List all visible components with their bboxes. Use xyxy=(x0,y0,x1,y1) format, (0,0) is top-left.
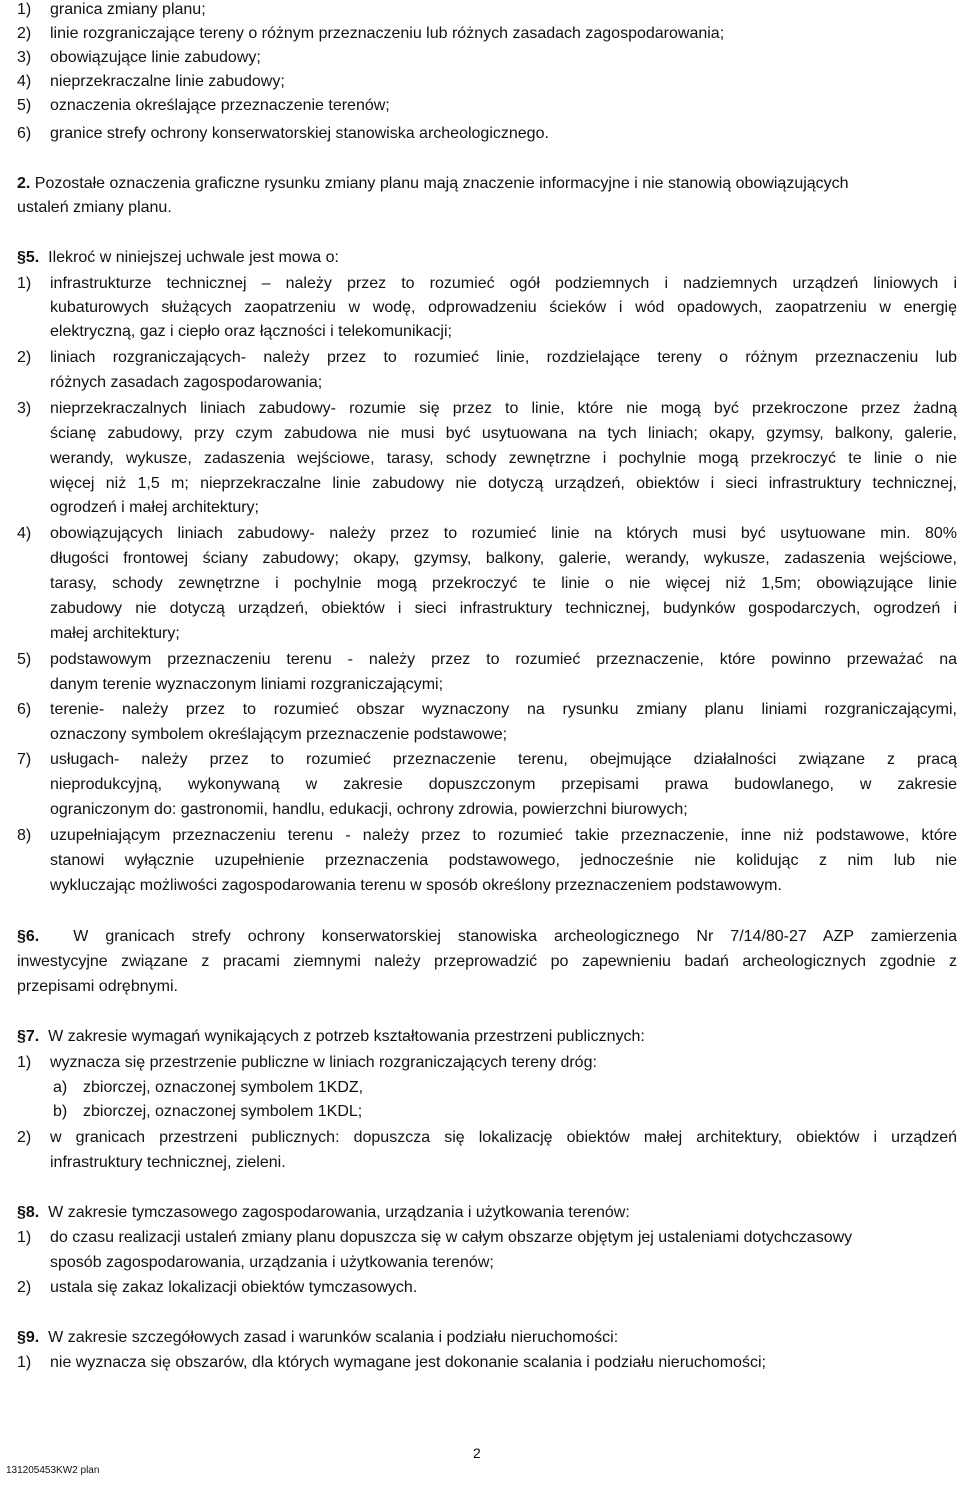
s5-item-line: więcej niż 1,5 m; nieprzekraczalne linie zabudowy nie dotyczą urządzeń, obiektów i sieci infrastruktury technicznej, xyxy=(50,475,957,492)
s7-subitem: b) zbiorczej, oznaczonej symbolem 1KDL; xyxy=(53,1103,363,1120)
paragraph-2-line: 2. Pozostałe oznaczenia graficzne rysunku zmiany planu mają znaczenie informacyjne i nie stanowią obowiązujących xyxy=(17,175,849,192)
s5-item-line: usługach- należy przez to rozumieć przeznaczenie terenu, obejmujące działalności związane z pracą xyxy=(50,751,957,768)
s8-item-line: do czasu realizacji ustaleń zmiany planu dopuszcza się w całym obszarze objętym jej ustaleniami dotychczasowy xyxy=(50,1229,853,1246)
s5-item-line: nieprodukcyjną, wykonywaną w zakresie dopuszczonym przepisami prawa budowlanego, w zakresie xyxy=(50,776,957,793)
s5-item-line: nieprzekraczalnych liniach zabudowy- rozumie się przez to linie, które nie mogą być przekroczone przez żadną xyxy=(50,400,957,417)
document-id: 131205453KW2 plan xyxy=(6,1465,100,1476)
s8-item-line: sposób zagospodarowania, urządzania i użytkowania terenów; xyxy=(50,1254,494,1271)
s5-item-line: obowiązujących liniach zabudowy- należy przez to rozumieć linie na których musi być usytuowane min. 80% xyxy=(50,525,957,542)
s5-item-line: danym terenie wyznaczonym liniami rozgraniczającymi; xyxy=(50,676,444,693)
s7-item-line: w granicach przestrzeni publicznych: dopuszcza się lokalizację obiektów małej architektury, obiektów i urządzeń xyxy=(50,1129,957,1146)
s5-item-line: terenie- należy przez to rozumieć obszar wyznaczony na rysunku zmiany planu liniami rozgraniczającymi, xyxy=(50,701,957,718)
s5-item-line: wykluczając możliwości zagospodarowania terenu w sposób określony przeznaczeniem podstawowym. xyxy=(50,877,782,894)
s5-item-line: długości frontowej ściany zabudowy; okapy, gzymsy, balkony, galerie, werandy, wykusze, zadaszenia wejściowe, xyxy=(50,550,957,567)
section-6-line: przepisami odrębnymi. xyxy=(17,978,178,995)
s5-item-line: ograniczonym do: gastronomii, handlu, edukacji, ochrony zdrowia, powierzchni biurowych; xyxy=(50,801,688,818)
page-number: 2 xyxy=(473,1445,481,1461)
document-page: 1) granica zmiany planu; 2) linie rozgraniczające tereny o różnym przeznaczeniu lub różnych zasadach zagospodarowania; 3) obowiązujące linie zabudowy; 4) nieprzekraczalne linie zabudowy; 5) oznaczenia określające przeznaczenie terenów; 6) granice strefy ochrony konserwatorskiej stanowiska archeologicznego. 2. Pozostałe oznaczenia graficzne rysunku zmiany planu mają znaczenie informacyjne i nie stanowią obowiązujących ustaleń zmiany planu. §5. Ilekroć w niniejszej uchwale jest mowa o: 1) infrastrukturze technicznej – należy przez to rozumieć ogół podziemnych i nadziemnych urządzeń liniowych i kubaturowych służących zaopatrzeniu w wodę, odprowadzeniu ścieków i wód opadowych, zaopatrzeniu w energię elektryczną, gaz i ciepło oraz łączności i telekomunikacji; 2) liniach rozgraniczających- należy przez to rozumieć linie, rozdzielające tereny o różnym przeznaczeniu lub różnych zasadach zagospodarowania; 3) nieprzekraczalnych liniach zabudowy- rozumie się przez to linie, które nie mogą być przekroczone przez żadną ścianę zabudowy, przy czym zabudowa nie musi być usytuowana na tych liniach; okapy, gzymsy, balkony, galerie, werandy, wykusze, zadaszenia wejściowe, tarasy, schody zewnętrzne i pochylnie mogą przekroczyć te linie o nie więcej niż 1,5 m; nieprzekraczalne linie zabudowy nie dotyczą urządzeń, obiektów i sieci infrastruktury technicznej, ogrodzeń i małej architektury; 4) obowiązujących liniach zabudowy- należy przez to rozumieć linie na których musi być usytuowane min. 80% długości frontowej ściany zabudowy; okapy, gzymsy, balkony, galerie, werandy, wykusze, zadaszenia wejściowe, tarasy, schody zewnętrzne i pochylnie mogą przekroczyć te linie o nie więcej niż 1,5m; obowiązujące linie zabudowy nie dotyczą urządzeń, obiektów i sieci infrastruktury technicznej, budynków gospodarczych, ogrodzeń i małej architektury; 5) podstawowym przeznaczeniu terenu - należy przez to rozumieć przeznaczenie, które powinno przeważać na danym terenie wyznaczonym liniami rozgraniczającymi; 6) terenie- należy przez to rozumieć obszar wyznaczony na rysunku zmiany planu liniami rozgraniczającymi, oznaczony symbolem określającym przeznaczenie podstawowe; 7) usługach- należy przez to rozumieć przeznaczenie terenu, obejmujące działalności związane z pracą nieprodukcyjną, wykonywaną w zakresie dopuszczonym przepisami prawa budowlanego, w zakresie ograniczonym do: gastronomii, handlu, edukacji, ochrony zdrowia, powierzchni biurowych; 8) uzupełniającym przeznaczeniu terenu - należy przez to rozumieć takie przeznaczenie, inne niż podstawowe, które stanowi wyłącznie uzupełnienie przeznaczenia podstawowego, jednocześnie nie kolidując z nim lub nie wykluczając możliwości zagospodarowania terenu w sposób określony przeznaczeniem podstawowym. §6. W granicach strefy ochrony konserwatorskiej stanowiska archeologicznego Nr 7/14/80-27 AZP zamierzenia inwestycyjne związane z pracami ziemnymi należy przeprowadzić po zapewnieniu badań archeologicznych zgodnie z przepisami odrębnymi. §7. W zakresie wymagań wynikających z potrzeb kształtowania przestrzeni publicznych: 1) wyznacza się przestrzenie publiczne w liniach rozgraniczających tereny dróg: a) zbiorczej, oznaczonej symbolem 1KDZ, b) zbiorczej, oznaczonej symbolem 1KDL; 2) w granicach przestrzeni publicznych: dopuszcza się lokalizację obiektów małej architektury, obiektów i urządzeń infrastruktury technicznej, zieleni. §8. W zakresie tymczasowego zagospodarowania, urządzania i użytkowania terenów: 1) do czasu realizacji ustaleń zmiany planu dopuszcza się w całym obszarze objętym jej ustaleniami dotychczasowy sposób zagospodarowania, urządzania i użytkowania terenów; 2) ustala się zakaz lokalizacji obiektów tymczasowych. §9. W zakresie szczegółowych zasad i warunków scalania i podziału nieruchomości: 1) nie wyznacza się obszarów, dla których wymagane jest dokonanie scalania i podziału nieruchomości; 2 131205453KW2 plan xyxy=(6,1,957,1476)
section-8-heading: §8. W zakresie tymczasowego zagospodarowania, urządzania i użytkowania terenów: xyxy=(17,1204,630,1221)
s5-item-line: werandy, wykusze, zadaszenia wejściowe, tarasy, schody zewnętrzne i pochylnie mogą przekroczyć te linie o nie xyxy=(50,450,957,467)
s5-item-line: liniach rozgraniczających- należy przez to rozumieć linie, rozdzielające tereny o różnym przeznaczeniu lub xyxy=(50,349,957,366)
s5-item-line: elektryczną, gaz i ciepło oraz łączności i telekomunikacji; xyxy=(50,323,452,340)
s5-item-line: ogrodzeń i małej architektury; xyxy=(50,499,259,516)
s7-item-line: infrastruktury technicznej, zieleni. xyxy=(50,1154,286,1171)
section-6-line: §6. W granicach strefy ochrony konserwatorskiej stanowiska archeologicznego Nr 7/14/80-27 AZP zamierzenia xyxy=(17,928,957,945)
s5-item-line: różnych zasadach zagospodarowania; xyxy=(50,374,323,391)
section-6-line: inwestycyjne związane z pracami ziemnymi należy przeprowadzić po zapewnieniu badań archeologicznych zgodnie z xyxy=(17,953,957,970)
s7-subitem: a) zbiorczej, oznaczonej symbolem 1KDZ, xyxy=(53,1079,364,1096)
section-9-heading: §9. W zakresie szczegółowych zasad i warunków scalania i podziału nieruchomości: xyxy=(17,1329,619,1346)
s5-item-line: małej architektury; xyxy=(50,625,180,642)
s5-item-line: oznaczony symbolem określającym przeznaczenie podstawowe; xyxy=(50,726,508,743)
s5-item-line: tarasy, schody zewnętrzne i pochylnie mogą przekroczyć te linie o nie więcej niż 1,5m; obowiązujące linie xyxy=(50,575,957,592)
section-5-heading: §5. Ilekroć w niniejszej uchwale jest mowa o: xyxy=(17,249,339,266)
s5-item-line: zabudowy nie dotyczą urządzeń, obiektów i sieci infrastruktury technicznej, budynków gospodarczych, ogrodzeń i xyxy=(50,600,957,617)
s5-item-line: ścianę zabudowy, przy czym zabudowa nie musi być usytuowana na tych liniach; okapy, gzymsy, balkony, galerie, xyxy=(50,425,957,442)
s5-item-line: kubaturowych służących zaopatrzeniu w wodę, odprowadzeniu ścieków i wód opadowych, zaopatrzeniu w energię xyxy=(50,299,957,316)
paragraph-2-line: ustaleń zmiany planu. xyxy=(17,199,172,216)
s5-item-line: uzupełniającym przeznaczeniu terenu - należy przez to rozumieć takie przeznaczenie, inne niż podstawowe, które xyxy=(50,827,957,844)
s5-item-line: podstawowym przeznaczeniu terenu - należy przez to rozumieć przeznaczenie, które powinno przeważać na xyxy=(50,651,957,668)
s5-item-line: stanowi wyłącznie uzupełnienie przeznaczenia podstawowego, jednocześnie nie kolidując z nim lub nie xyxy=(50,852,957,869)
s5-item-line: infrastrukturze technicznej – należy przez to rozumieć ogół podziemnych i nadziemnych urządzeń liniowych i xyxy=(50,275,957,292)
section-7-heading: §7. W zakresie wymagań wynikających z potrzeb kształtowania przestrzeni publicznych: xyxy=(17,1028,645,1045)
